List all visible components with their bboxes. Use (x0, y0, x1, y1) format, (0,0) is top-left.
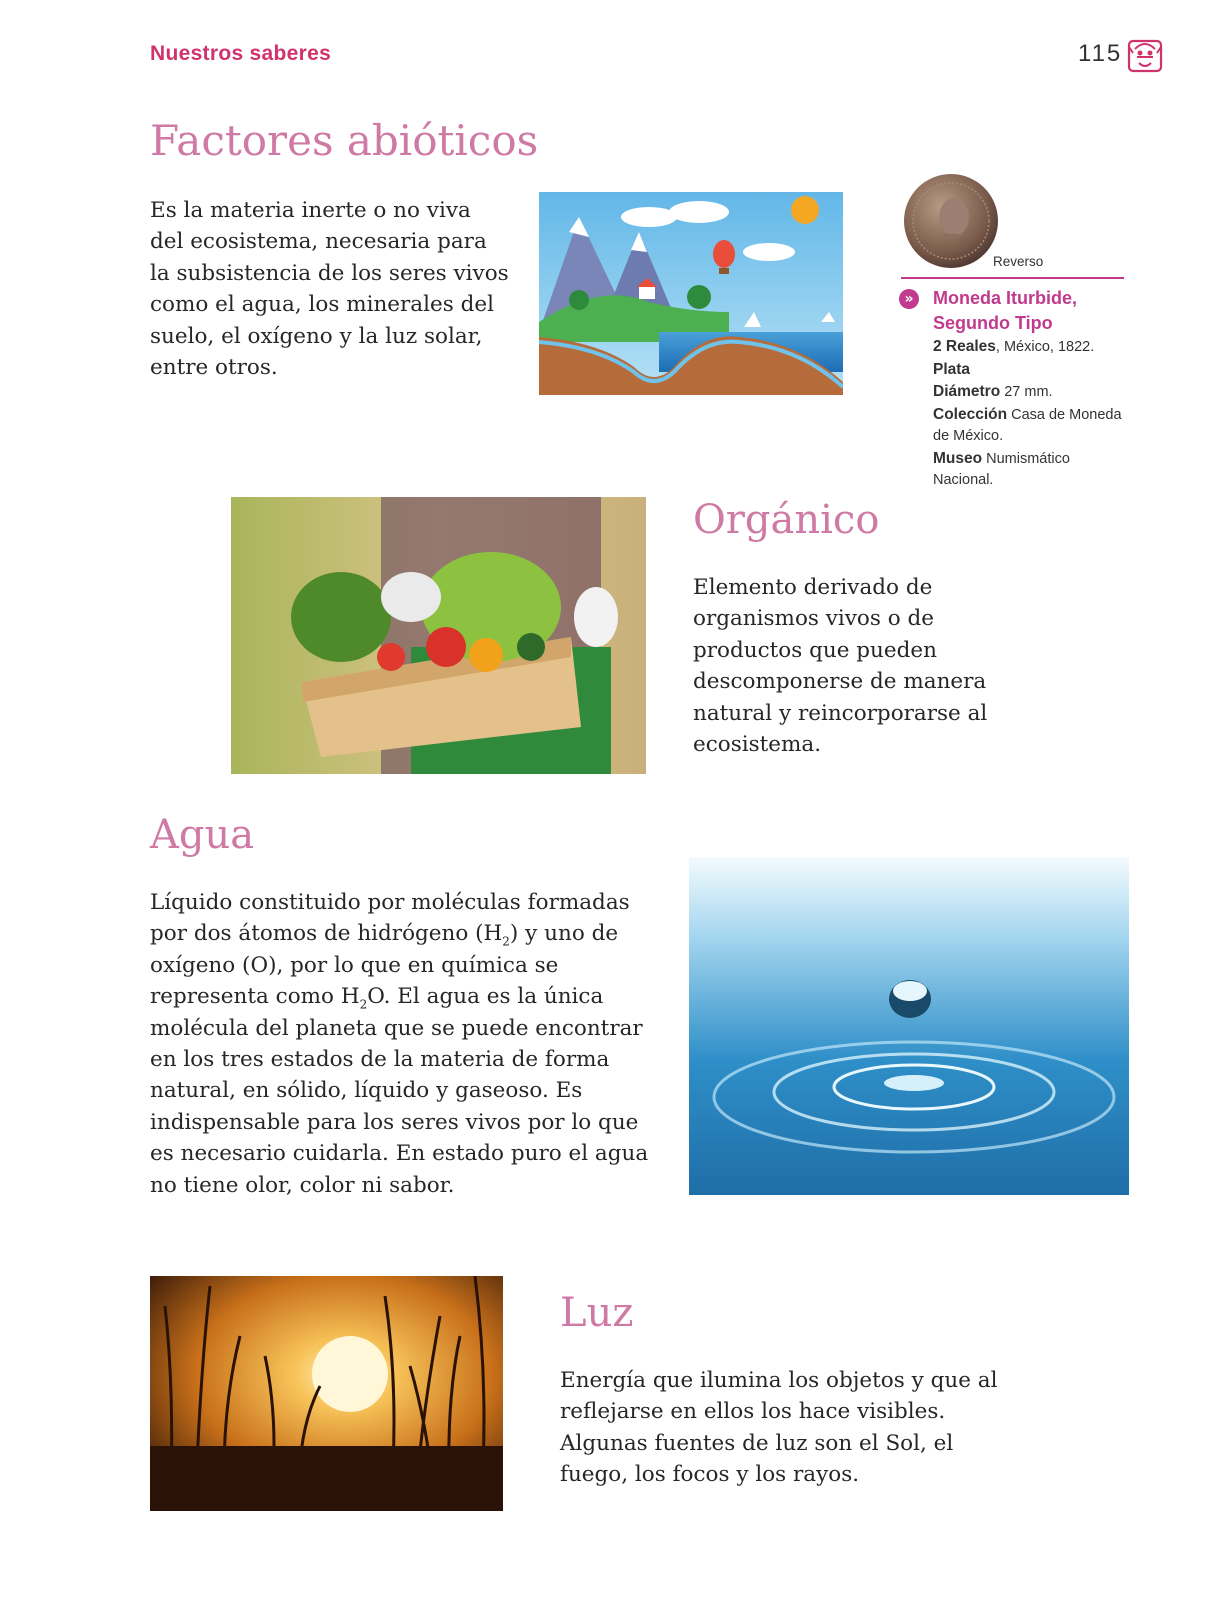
coin-image (902, 172, 1000, 270)
section-tag: Nuestros saberes (150, 42, 332, 65)
sunset-grass-photo (150, 1276, 503, 1511)
coin-title-line2: Segundo Tipo (933, 313, 1053, 333)
section-title-abioticos: Factores abióticos (150, 116, 539, 165)
coin-museum: Museo Numismático Nacional. (933, 449, 1070, 488)
coin-side-label: Reverso (993, 254, 1044, 269)
caption-divider (901, 277, 1124, 279)
coin-diameter: Diámetro 27 mm. (933, 383, 1053, 400)
organico-body: Elemento derivado de organismos vivos o de productos que pueden descomponerse de manera natural y reincorporarse al ecosistema. (693, 575, 988, 758)
vegetable-crate-photo (231, 497, 646, 774)
coin-material: Plata (933, 360, 971, 378)
coin-caption (933, 286, 1133, 492)
water-drop-photo (689, 857, 1129, 1195)
section-title-agua: Agua (150, 812, 255, 858)
coin-denomination: 2 Reales, México, 1822. (933, 338, 1095, 355)
section-title-organico: Orgánico (693, 497, 880, 543)
coin-title-line1: Moneda Iturbide, (933, 288, 1077, 308)
water-cycle-illustration (539, 192, 843, 395)
luz-body: Energía que ilumina los objetos y que al reflejarse en ellos los hace visibles. Algunas fuentes de luz son el Sol, el fuego, los focos y los rayos. (560, 1368, 998, 1488)
stylized-glyph-icon (1125, 37, 1165, 77)
coin-collection: Colección Casa de Moneda de México. (933, 405, 1122, 444)
abioticos-body: Es la materia inerte o no viva del ecosistema, necesaria para la subsistencia de los seres vivos como el agua, los minerales del suelo, el oxígeno y la luz solar, entre otros. (150, 198, 509, 381)
agua-body: Líquido constituido por moléculas formadas por dos átomos de hidrógeno $(H_2)$ y uno de oxígeno (O), por lo que en química se representa como $H_2O$. El agua es la única molécula del planeta que se puede encontrar en los tres estados de la materia de forma natural, en sólido, líquido y gaseoso. Es indispensable para los seres vivos por lo que es necesario cuidarla. En estado puro el agua no tiene olor, color ni sabor. (150, 890, 649, 1198)
page-number: 115 (1078, 40, 1123, 67)
chevron-right-icon: » (899, 289, 919, 309)
section-title-luz: Luz (560, 1290, 634, 1336)
